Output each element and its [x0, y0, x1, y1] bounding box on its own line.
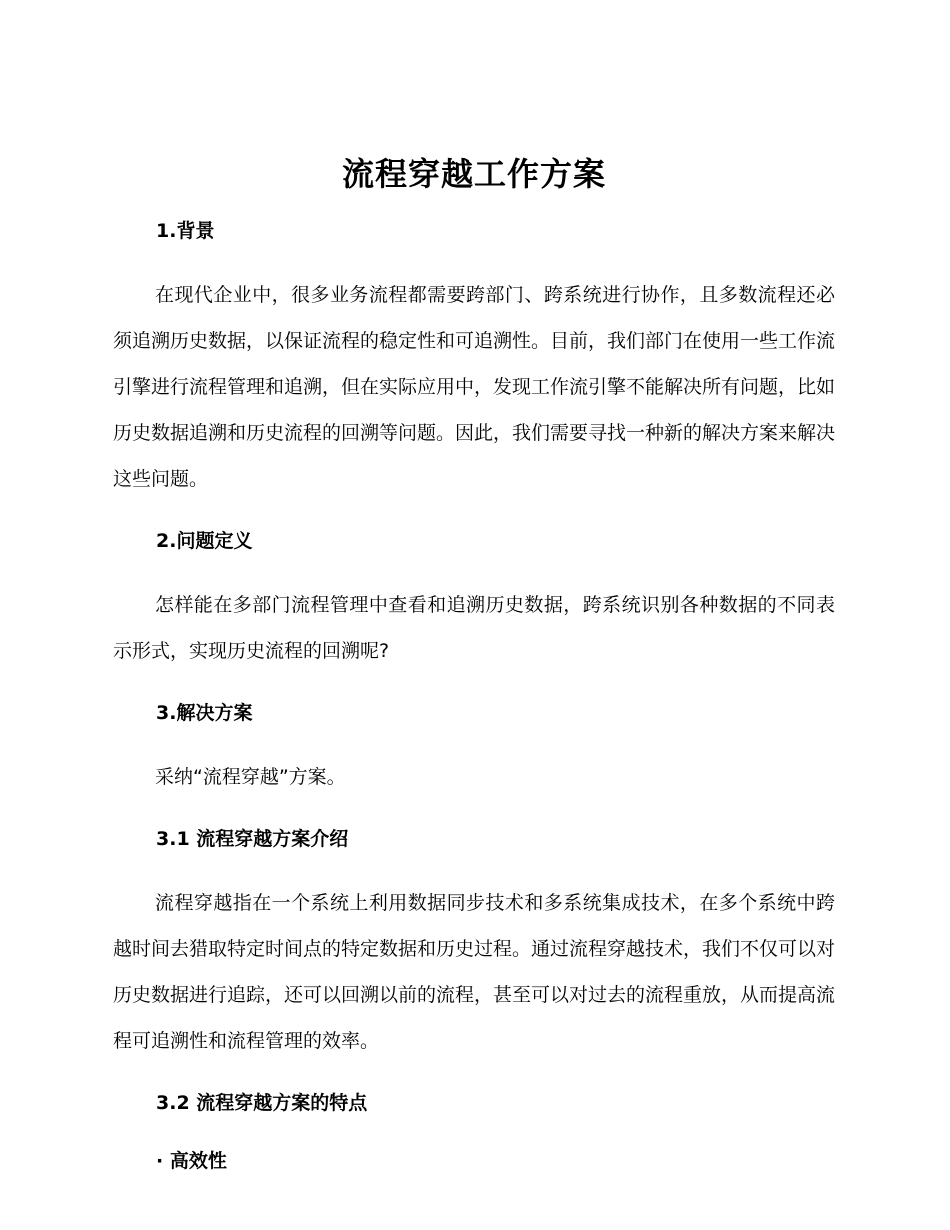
section-heading-problem: 2.问题定义	[156, 530, 253, 552]
problem-paragraph: 怎样能在多部门流程管理中查看和追溯历史数据，跨系统识别各种数据的不同表示形式，实现历史流程的回溯呢?	[113, 594, 835, 662]
document-page	[113, 150, 835, 1202]
section-heading-background: 1.背景	[156, 220, 215, 242]
section-heading-intro: 3.1 流程穿越方案介绍	[156, 828, 349, 850]
document-title: 流程穿越工作方案	[341, 155, 606, 193]
solution-paragraph: 采纳“流程穿越”方案。	[155, 766, 346, 788]
section-heading-solution: 3.解决方案	[156, 702, 253, 724]
feature-item-efficiency: · 高效性	[156, 1150, 227, 1172]
section-heading-features: 3.2 流程穿越方案的特点	[156, 1092, 368, 1114]
background-paragraph: 在现代企业中，很多业务流程都需要跨部门、跨系统进行协作，且多数流程还必须追溯历史数据，以保证流程的稳定性和可追溯性。目前，我们部门在使用一些工作流引擎进行流程管理和追溯，但在实际应用中，发现工作流引擎不能解决所有问题，比如历史数据追溯和历史流程的回溯等问题。因此，我们需要寻找一种新的解决方案来解决这些问题。	[113, 284, 836, 490]
intro-paragraph: 流程穿越指在一个系统上利用数据同步技术和多系统集成技术，在多个系统中跨越时间去猎取特定时间点的特定数据和历史过程。通过流程穿越技术，我们不仅可以对历史数据进行追踪，还可以回溯以前的流程，甚至可以对过去的流程重放，从而提高流程可追溯性和流程管理的效率。	[113, 892, 836, 1052]
